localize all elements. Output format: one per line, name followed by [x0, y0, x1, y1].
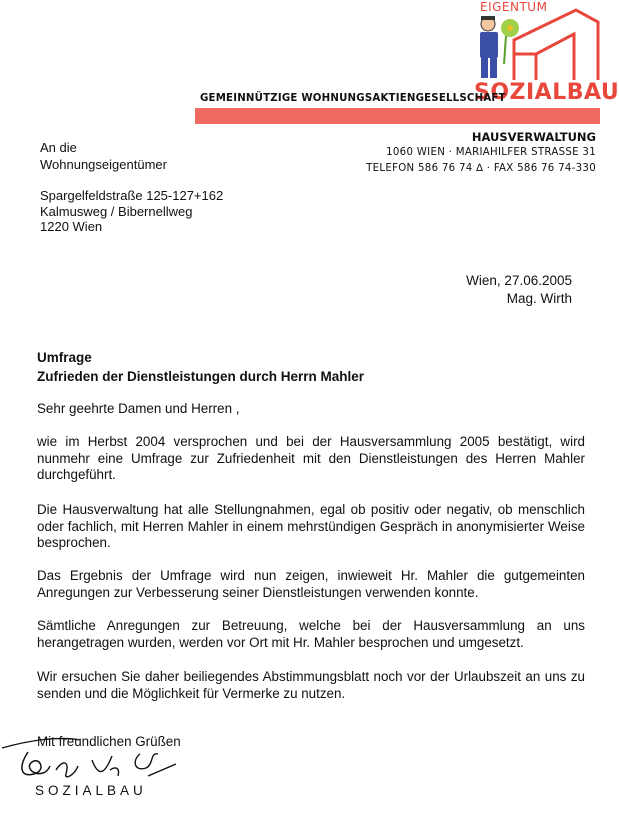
body-paragraph: Die Hausverwaltung hat alle Stellungnahmen, egal ob positiv oder negativ, ob menschlich oder fachlich, mit Herren Mahler in einem mehrstündigen Gespräch in anonymisierter Weise besprochen. — [37, 502, 585, 550]
company-name: GEMEINNÜTZIGE WOHNUNGSAKTIENGESELLSCHAFT — [200, 93, 506, 104]
handwritten-signature — [0, 730, 200, 790]
recipient-line1: An die — [40, 140, 77, 155]
sender-phone-fax: TELEFON 586 76 74 ∆ · FAX 586 76 74-330 — [366, 163, 596, 174]
subject-line2: Zufrieden der Dienstleistungen durch Herrn Mahler — [37, 369, 365, 384]
sozialbau-logo-graphic — [474, 6, 600, 82]
sender-department: HAUSVERWALTUNG — [471, 130, 596, 144]
logo-eigentum-text: EIGENTUM — [480, 0, 548, 14]
logo-brand-name: SOZIALBAU — [474, 80, 619, 105]
recipient-street2: Kalmusweg / Bibernellweg — [40, 204, 193, 219]
letter-date: Wien, 27.06.2005 — [466, 273, 572, 288]
recipient-line2: Wohnungseigentümer — [40, 157, 167, 172]
subject-line1: Umfrage — [37, 350, 92, 365]
body-paragraph: wie im Herbst 2004 versprochen und bei der Hausversammlung 2005 bestätigt, wird nunmehr eine Umfrage zur Zufriedenheit mit den Dienstleistungen des Herren Mahler durchgeführt. — [37, 434, 585, 482]
body-paragraph: Wir ersuchen Sie daher beiliegendes Abstimmungsblatt noch vor der Urlaubszeit an uns zu senden und die Möglichkeit für Vermerke zu nutzen. — [37, 669, 585, 701]
salutation: Sehr geehrte Damen und Herren , — [37, 401, 240, 416]
closing-greeting: Mit freundlichen Grüßen — [37, 734, 181, 749]
body-paragraph: Sämtliche Anregungen zur Betreuung, welche bei der Hausversammlung an uns herangetragen wurden, werden vor Ort mit Hr. Mahler besprochen und umgesetzt. — [37, 618, 585, 650]
letter-author: Mag. Wirth — [506, 291, 572, 306]
header-red-bar — [195, 108, 600, 124]
recipient-city: 1220 Wien — [40, 219, 103, 234]
closing-company: SOZIALBAU — [35, 783, 147, 798]
recipient-street1: Spargelfeldstraße 125-127+162 — [40, 188, 224, 203]
sender-address: 1060 WIEN · MARIAHILFER STRASSE 31 — [386, 147, 596, 158]
body-paragraph: Das Ergebnis der Umfrage wird nun zeigen, inwieweit Hr. Mahler die gutgemeinten Anregungen zur Verbesserung seiner Dienstleistungen verwenden konnte. — [37, 568, 585, 600]
